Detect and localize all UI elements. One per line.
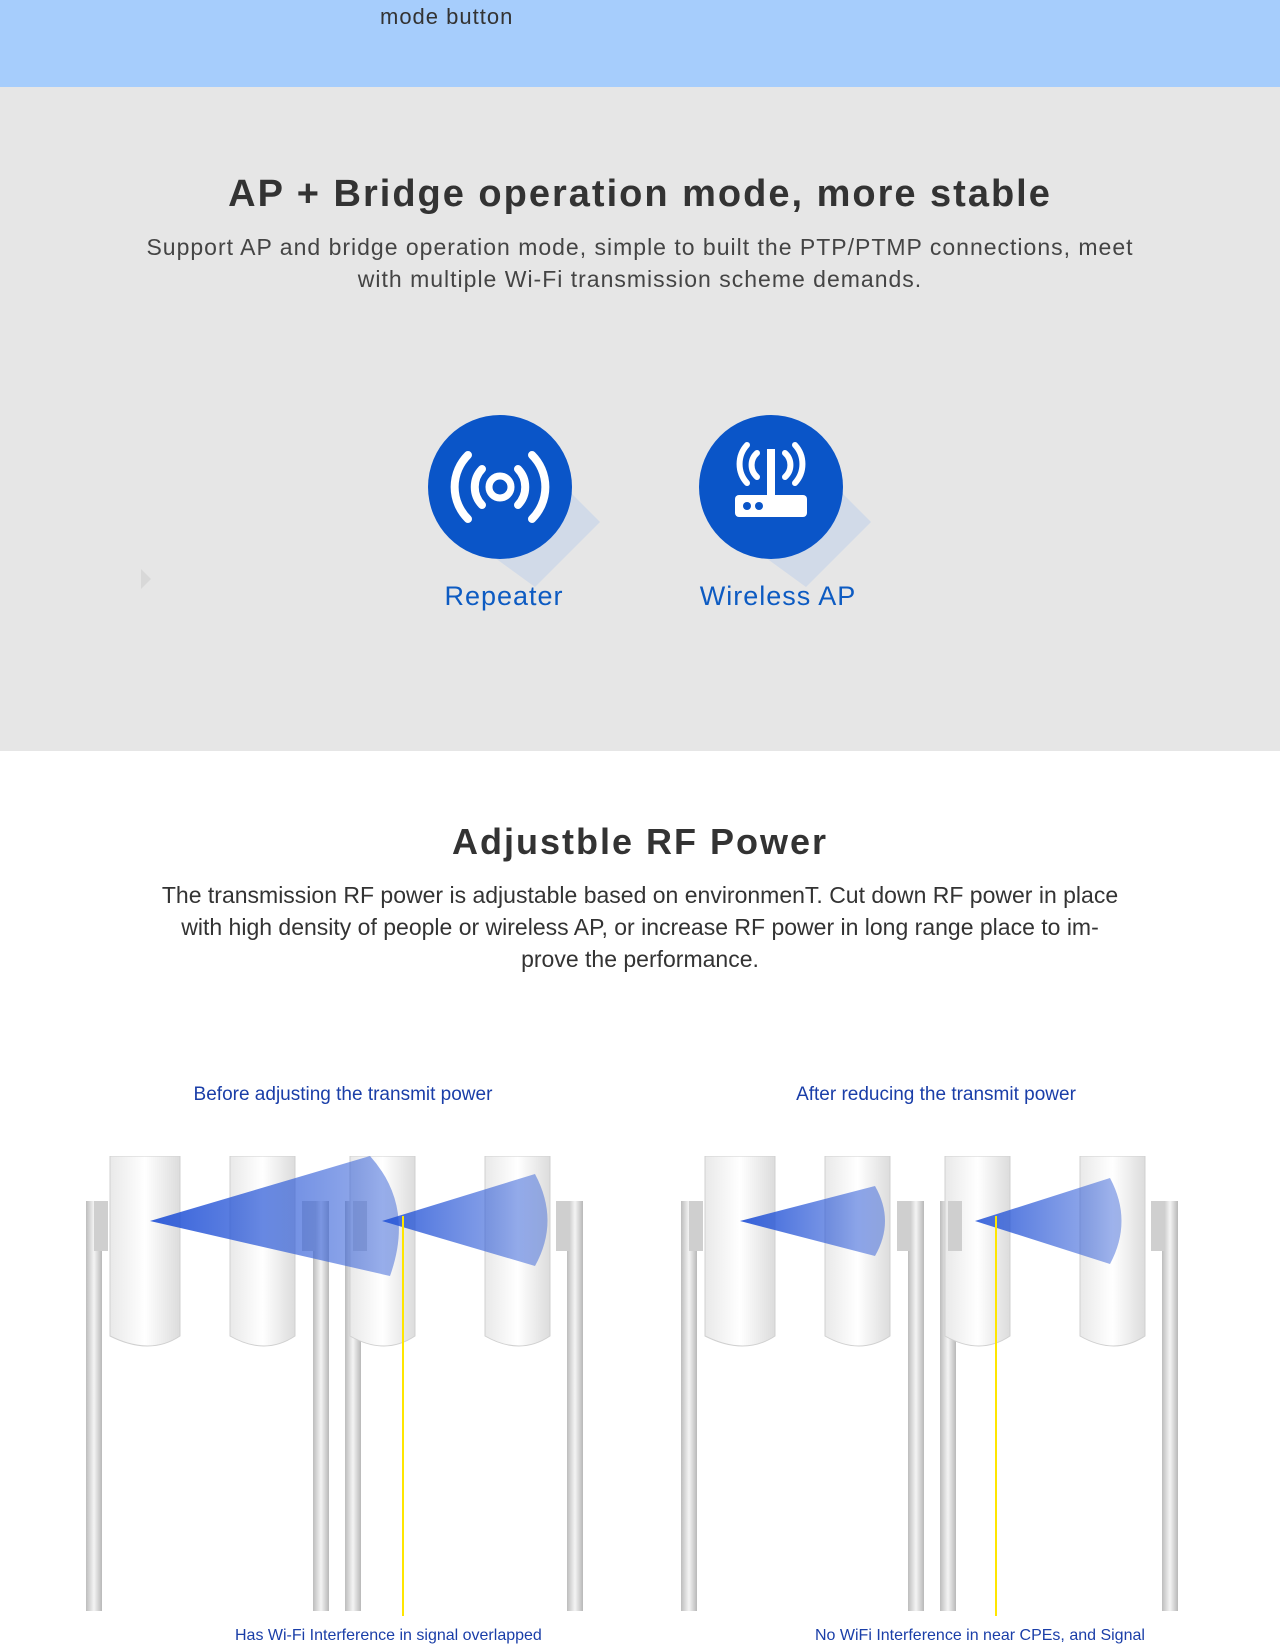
after-note: No WiFi Interference in near CPEs, and Signal [815, 1627, 1145, 1644]
rf-desc-line: with high density of people or wireless AP, or increase RF power in long range place to im- [181, 914, 1099, 940]
rf-section [0, 751, 1280, 1644]
before-note: Has Wi-Fi Interference in signal overlapped [235, 1627, 542, 1644]
modes-section [0, 89, 1280, 751]
before-diagram [80, 1156, 600, 1616]
before-caption: Before adjusting the transmit power [193, 1084, 493, 1105]
modes-description [0, 231, 1280, 295]
rf-description [0, 879, 1280, 975]
decorative-triangle [141, 569, 151, 589]
top-band [0, 0, 1280, 89]
modes-desc-line: with multiple Wi-Fi transmission scheme demands. [357, 266, 923, 292]
rf-desc-line: prove the performance. [521, 946, 759, 972]
wifi-broadcast-icon [420, 407, 600, 587]
after-diagram [675, 1156, 1195, 1616]
modes-title: AP + Bridge operation mode, more stable [228, 173, 1052, 215]
repeater-label: Repeater [444, 581, 564, 611]
after-caption: After reducing the transmit power [796, 1084, 1076, 1105]
top-band-text: mode button [380, 4, 514, 29]
wireless-ap-label: Wireless AP [699, 581, 857, 611]
rf-title: Adjustble RF Power [451, 821, 829, 862]
rf-desc-line: The transmission RF power is adjustable based on environmenT. Cut down RF power in place [161, 882, 1119, 908]
router-icon [691, 407, 871, 587]
modes-desc-line: Support AP and bridge operation mode, simple to built the PTP/PTMP connections, meet [146, 234, 1134, 260]
